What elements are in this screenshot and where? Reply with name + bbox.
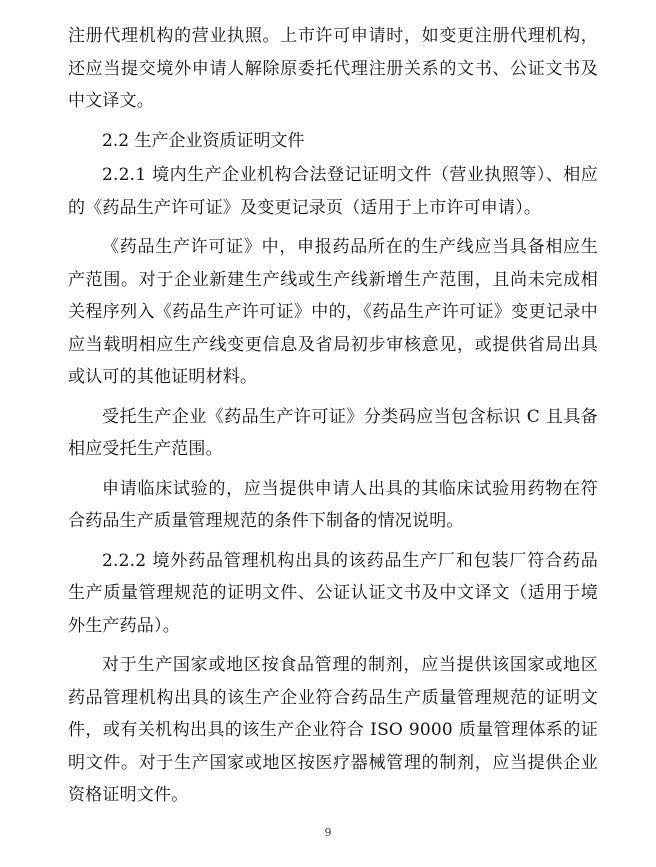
paragraph-2-2-1: 2.2.1 境内生产企业机构合法登记证明文件（营业执照等）、相应的《药品生产许可证》及变更记录页（适用于上市许可申请）。 xyxy=(68,165,598,218)
page-number: 9 xyxy=(324,826,332,839)
section-heading-2-2: 2.2 生产企业资质证明文件 xyxy=(102,130,305,151)
paragraph-food-managed-preparations: 对于生产国家或地区按食品管理的制剂，应当提供该国家或地区药品管理机构出具的该生产企业符合药品生产质量管理规范的证明文件，或有关机构出具的该生产企业符合 ISO 9000 质量管理体系的证明文件。对于生产国家或地区按医疗器械管理的制剂，应当提供企业资格证明文件。 xyxy=(68,655,598,805)
paragraph-continuation: 注册代理机构的营业执照。上市许可申请时，如变更注册代理机构，还应当提交境外申请人解除原委托代理注册关系的文书、公证文书及中文译文。 xyxy=(68,26,598,111)
paragraph-contract-manufacturer: 受托生产企业《药品生产许可证》分类码应当包含标识 C 且具备相应受托生产范围。 xyxy=(68,406,598,459)
page-body xyxy=(68,20,598,819)
paragraph-2-2-2: 2.2.2 境外药品管理机构出具的该药品生产厂和包装厂符合药品生产质量管理规范的证明文件、公证认证文书及中文译文（适用于境外生产药品）。 xyxy=(68,550,598,636)
paragraph-production-license-scope: 《药品生产许可证》中，申报药品所在的生产线应当具备相应生产范围。对于企业新建生产线或生产线新增生产范围，且尚未完成相关程序列入《药品生产许可证》中的，《药品生产许可证》变更记录中应当载明相应生产线变更信息及省局初步审核意见，或提供省局出具或认可的其他证明材料。 xyxy=(68,237,598,387)
paragraph-clinical-trial: 申请临床试验的，应当提供申请人出具的其临床试验用药物在符合药品生产质量管理规范的条件下制备的情况说明。 xyxy=(68,478,598,531)
